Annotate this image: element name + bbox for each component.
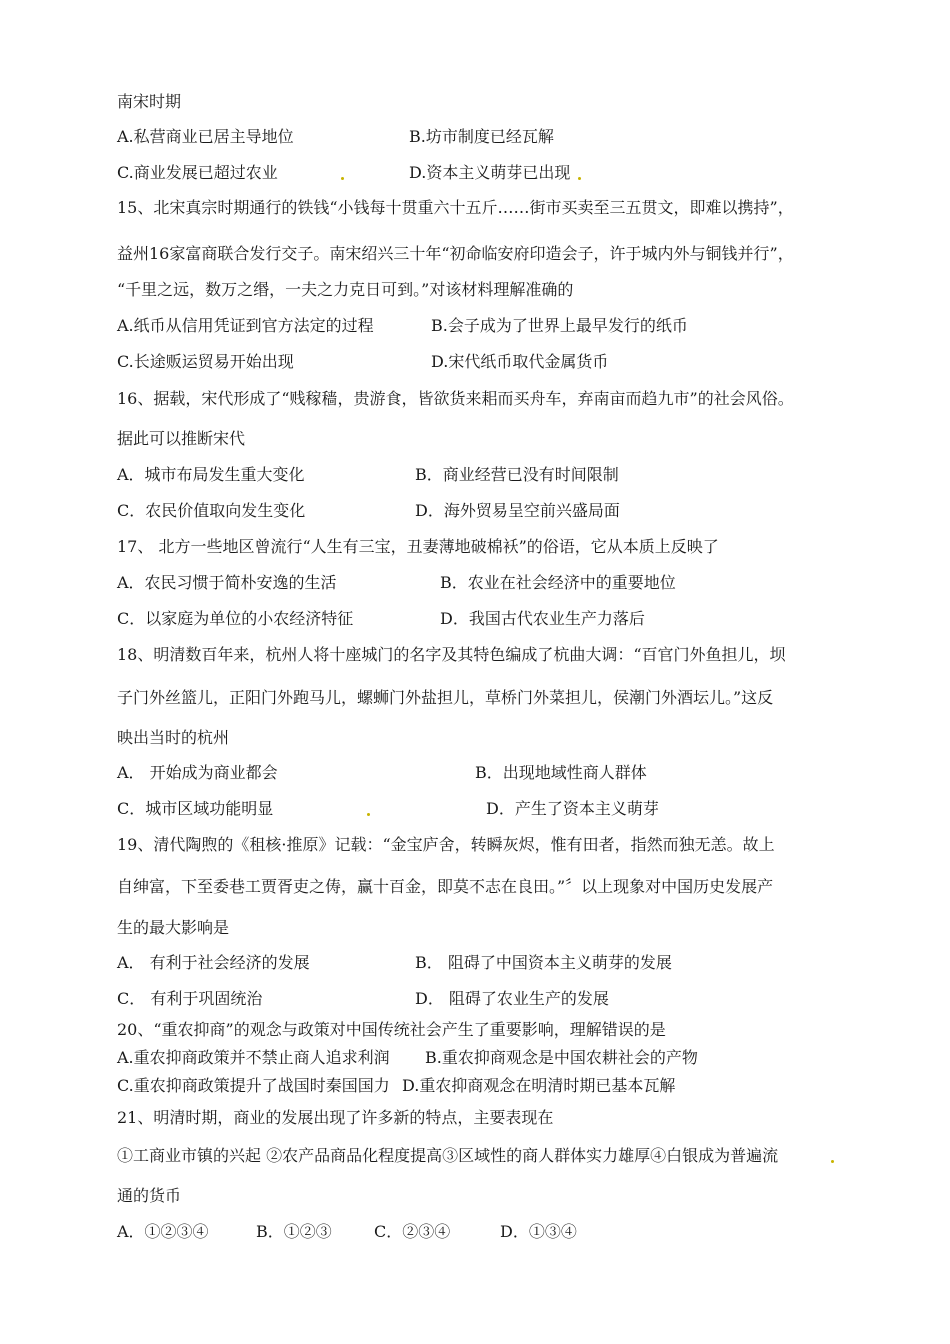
- q20-option-c: C.重农抑商政策提升了战国时秦国国力: [117, 1076, 390, 1095]
- q14-option-b: B.坊市制度已经瓦解: [409, 127, 554, 146]
- q19-option-b: B． 阻碍了中国资本主义萌芽的发展: [415, 953, 672, 972]
- q15-stem-line2: 益州16家富商联合发行交子。南宋绍兴三十年“初命临安府印造会子，许于城内外与铜钱并行”，: [117, 244, 794, 263]
- q18-option-a: A． 开始成为商业都会: [117, 763, 278, 782]
- q17-option-b: B．农业在社会经济中的重要地位: [440, 573, 676, 592]
- q16-option-d: D．海外贸易呈空前兴盛局面: [415, 501, 620, 520]
- q15-stem-line3: “千里之远，数万之缗，一夫之力克日可到。”对该材料理解准确的: [117, 280, 574, 299]
- q17-option-a: A．农民习惯于简朴安逸的生活: [117, 573, 337, 592]
- q19-stem-line3: 生的最大影响是: [117, 918, 230, 937]
- q18-stem-line1: 18、明清数百年来，杭州人将十座城门的名字及其特色编成了杭曲大调：“百官门外鱼担儿，坝: [117, 645, 786, 664]
- q17-option-c: C．以家庭为单位的小农经济特征: [117, 609, 354, 628]
- q18-option-b: B．出现地域性商人群体: [475, 763, 647, 782]
- q15-option-b: B.会子成为了世界上最早发行的纸币: [431, 316, 688, 335]
- q19-option-a: A． 有利于社会经济的发展: [117, 953, 310, 972]
- q15-option-a: A.纸币从信用凭证到官方法定的过程: [117, 316, 374, 335]
- q14-stem-tail: 南宋时期: [117, 92, 182, 111]
- q20-option-d: D.重农抑商观念在明清时期已基本瓦解: [402, 1076, 676, 1095]
- q14-option-c: C.商业发展已超过农业: [117, 163, 278, 182]
- q16-option-a: A．城市布局发生重大变化: [117, 465, 305, 484]
- q15-option-c: C.长途贩运贸易开始出现: [117, 352, 294, 371]
- scan-speck: [831, 1160, 834, 1163]
- q15-option-d: D.宋代纸币取代金属货币: [431, 352, 609, 371]
- scan-speck: [367, 813, 370, 816]
- q21-option-d: D．①③④: [500, 1222, 577, 1241]
- q21-stem-line2: ①工商业市镇的兴起 ②农产品商品化程度提高③区域性的商人群体实力雄厚④白银成为普遍流: [117, 1146, 779, 1165]
- q18-option-d: D．产生了资本主义萌芽: [486, 799, 659, 818]
- q21-stem-line3: 通的货币: [117, 1186, 182, 1205]
- q19-stem-line1: 19、清代陶煦的《租核·推原》记载：“金宝庐舍，转瞬灰烬，惟有田者，指然而独无恙。故上: [117, 835, 775, 854]
- q17-stem-line1: 17、 北方一些地区曾流行“人生有三宝，丑妻薄地破棉袄”的俗语，它从本质上反映了: [117, 537, 719, 556]
- q17-option-d: D．我国古代农业生产力落后: [440, 609, 645, 628]
- q21-option-a: A．①②③④: [117, 1222, 209, 1241]
- q19-option-c: C． 有利于巩固统治: [117, 989, 263, 1008]
- q19-option-d: D． 阻碍了农业生产的发展: [415, 989, 609, 1008]
- q20-option-a: A.重农抑商政策并不禁止商人追求利润: [117, 1048, 390, 1067]
- q20-stem-line1: 20、“重农抑商”的观念与政策对中国传统社会产生了重要影响，理解错误的是: [117, 1020, 666, 1039]
- q16-stem-line1: 16、据载，宋代形成了“贱稼穑，贵游食，皆欲货来耜而买舟车，弃南亩而趋九市”的社会风俗。: [117, 389, 794, 408]
- q21-option-b: B．①②③: [256, 1222, 332, 1241]
- q21-option-c: C．②③④: [374, 1222, 451, 1241]
- scan-speck: [578, 177, 581, 180]
- q21-stem-line1: 21、明清时期，商业的发展出现了许多新的特点，主要表现在: [117, 1108, 554, 1127]
- q18-option-c: C．城市区域功能明显: [117, 799, 274, 818]
- q16-option-c: C．农民价值取向发生变化: [117, 501, 306, 520]
- q16-option-b: B．商业经营已没有时间限制: [415, 465, 619, 484]
- q16-stem-line2: 据此可以推断宋代: [117, 429, 246, 448]
- q18-stem-line3: 映出当时的杭州: [117, 728, 230, 747]
- q14-option-d: D.资本主义萌芽已出现: [409, 163, 571, 182]
- q20-option-b: B.重农抑商观念是中国农耕社会的产物: [425, 1048, 698, 1067]
- q14-option-a: A.私营商业已居主导地位: [117, 127, 294, 146]
- scan-speck: [341, 177, 344, 180]
- q19-stem-line2: 自绅富，下至委巷工贾胥吏之俦，赢十百金，即莫不志在良田。”〞以上现象对中国历史发展产: [117, 877, 774, 896]
- q18-stem-line2: 子门外丝篮儿，正阳门外跑马儿，螺蛳门外盐担儿，草桥门外菜担儿，侯潮门外酒坛儿。”这反: [117, 688, 774, 707]
- q15-stem-line1: 15、北宋真宗时期通行的铁钱“小钱每十贯重六十五斤……街市买卖至三五贯文，即难以携持”，: [117, 198, 794, 217]
